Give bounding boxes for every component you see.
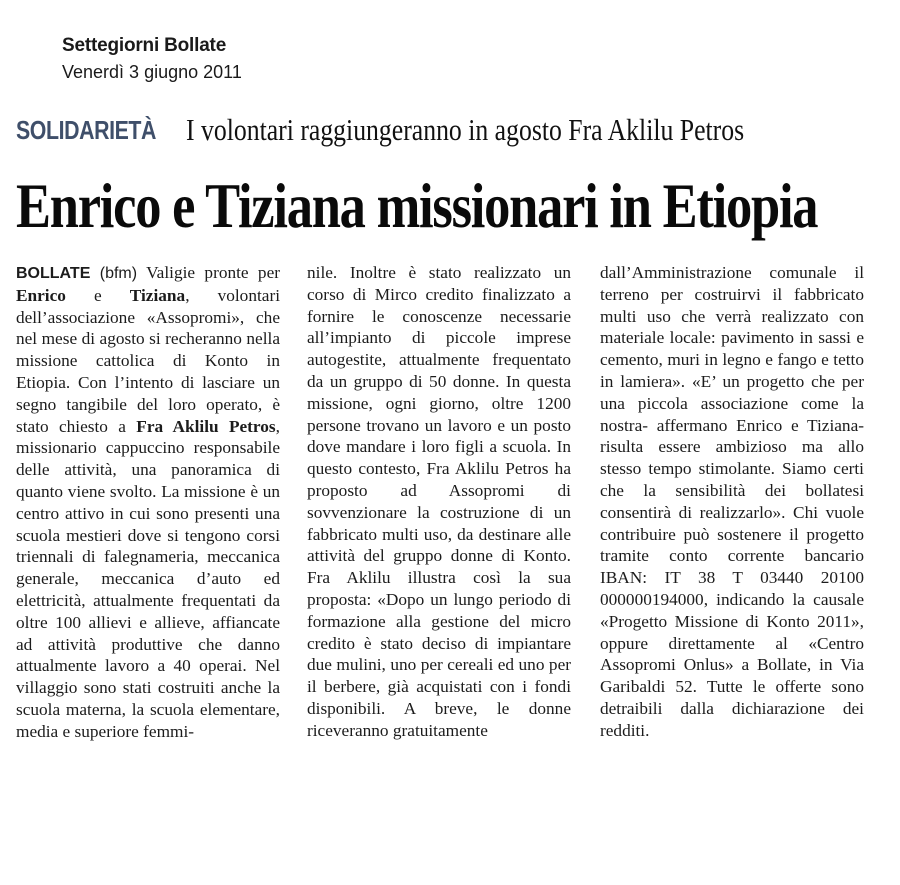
kicker-row [16, 112, 884, 152]
article-column-2 [307, 262, 571, 742]
body-text: Valigie pronte per [137, 263, 281, 282]
section-kicker: SOLIDARIETÀ [16, 114, 157, 145]
name-highlight: Fra Aklilu Petros [136, 416, 276, 436]
name-highlight: Tiziana [129, 285, 186, 305]
masthead [62, 34, 242, 84]
article-column-3 [600, 262, 864, 742]
dateline: BOLLATE [16, 265, 91, 282]
name-highlight: Enrico [16, 285, 66, 305]
body-text: , volontari dell’associazione «Assopromi», che nel mese di agosto si recheranno nella missione cattolica di Konto in Etiopia. Con l’intento di lasciare un segno tangibile del loro operato, è stato chiesto a [16, 285, 280, 436]
newspaper-name: Settegiorni Bollate [62, 35, 227, 56]
body-text: , missionario cappuccino responsabile delle attività, una panoramica di quanto viene svolto. La missione è un centro attivo in cui sono presenti una scuola mestieri dove si tengono corsi triennali di falegnameria, meccanica generale, meccanica d’auto ed elettricità, attualmente frequentati da oltre 100 allievi e allieve, affiancate ad attività produttive che danno attualmente lavoro a 40 operai. Nel villaggio sono stati costruiti anche la scuola materna, la scuola elementare, media e superiore femmi- [16, 416, 280, 741]
issue-date: Venerdì 3 giugno 2011 [62, 62, 242, 82]
byline: (bfm) [99, 265, 138, 282]
body-text: nile. Inoltre è stato realizzato un corso di Mirco credito finalizzato a fornire le conoscenze necessarie all’impianto di piccole imprese autogestite, attualmente frequentato da un gruppo di 50 donne. In questa missione, ogni giorno, oltre 1200 persone trovano un lavoro e un posto dove mandare i loro figli a scuola. In questo contesto, Fra Aklilu Petros ha proposto ad Assopromi di sovvenzionare la costruzione di un fabbricato multi uso, da destinare alle attività del gruppo donne di Konto. Fra Aklilu illustra così la sua proposta: «Dopo un lungo periodo di formazione alla gestione del micro credito è stato deciso di impiantare due mulini, uno per cereali ed uno per il berbere, già acquistati con i fondi disponibili. A breve, le donne riceveranno gratuitamente [307, 263, 571, 740]
subheadline: I volontari raggiungeranno in agosto Fra Aklilu Petros [186, 112, 745, 147]
article-column-1 [16, 262, 280, 743]
body-text: e [65, 285, 130, 305]
article-paragraph [16, 262, 280, 743]
headline: Enrico e Tiziana missionari in Etiopia [16, 170, 818, 241]
body-text: dall’Amministrazione comunale il terreno per costruirvi il fabbricato multi uso che verrà realizzato con materiale locale: pavimento in sassi e cemento, muri in legno e fango e tetto in lamiera». «E’ un progetto che per una piccola associazione come la nostra- affermano Enrico e Tiziana- risulta essere ambizioso ma allo stesso tempo stimolante. Siamo certi che la sensibilità dei bollatesi consentirà di realizzarlo». Chi vuole contribuire può sostenere il progetto tramite conto corrente bancario IBAN: IT 38 T 03440 20100 000000194000, indicando la causale «Progetto Missione di Konto 2011», oppure direttamente al «Centro Assopromi Onlus» a Bollate, in Via Garibaldi 52. Tutte le offerte sono detraibili dalla dichiarazione dei redditi. [600, 263, 864, 740]
